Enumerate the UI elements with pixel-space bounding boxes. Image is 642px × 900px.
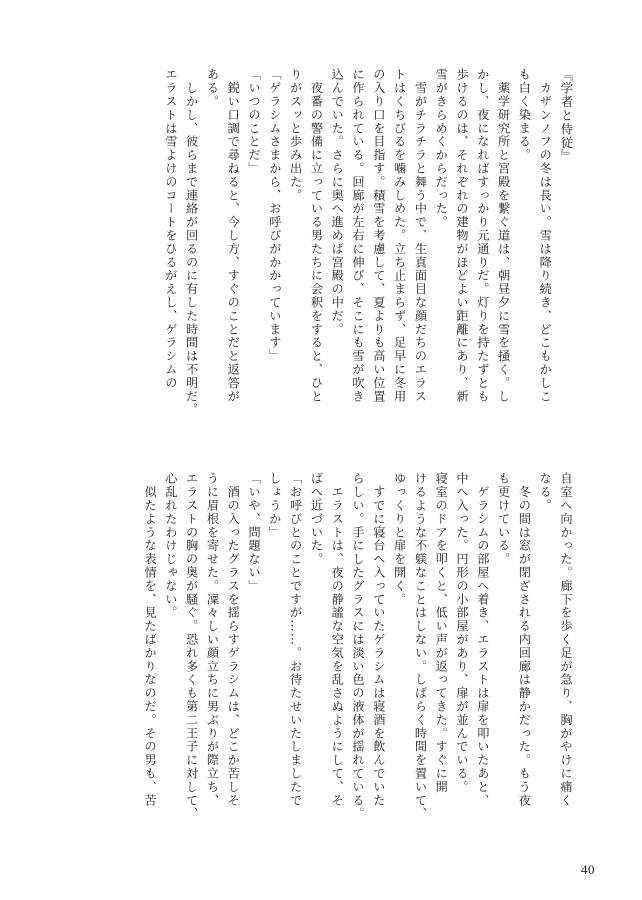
text-line: しかし、彼らまで連絡が回るのに有した時間は不明だ。 [184,68,199,417]
page-number: 40 [581,862,595,877]
text-line: カザンノフの冬は長い。雪は降り続き、どこもかしこ [538,68,553,403]
text-line: 寝室のドアを叩くと、低い声が返ってきた。すぐに開 [434,472,449,794]
text-line: すでに寝台へ入っていたゲラシムは寝酒を飲んでいた [371,472,386,807]
text-line: 「いつのことだ」 [247,68,262,176]
text-line: 歩けるのは、それぞれの建物がほどよい距離にあり、新 [455,68,470,403]
text-line: けるような不躾なことはしない。しばらく時間を置いて、 [413,472,428,821]
text-line: エラストの胸の奥が騒ぐ。恐れ多くも第二王子に対して、 [184,472,199,821]
text-line: 心乱れたわけじゃない。 [163,472,178,620]
text-line: の入り口を目指す。積雪を考慮して、夏よりも高い位置 [371,68,386,403]
text-line: しょうか」 [267,472,282,539]
text-line: 酒の入ったグラスを揺らすゲラシムは、どこか苦しそ [226,472,241,807]
text-line: 雪がチラチラと舞う中で、生真面目な顔だちのエラス [413,68,428,403]
text-line: トはくちびるを噛みしめた。立ち止まらず、足早に冬用 [392,68,407,403]
text-line: 薬学研究所と宮殿を繋ぐ道は、朝昼夕に雪を掻く。し [496,68,511,403]
text-line: 込んでいた。さらに奥へ進めば宮殿の中だ。 [330,68,345,336]
text-line: 「ゲラシムさまから、お呼びがかかっています」 [267,68,282,363]
text-line: なる。 [538,472,553,513]
text-line: ばへ近づいた。 [309,472,324,566]
text-block-top [160,68,576,456]
text-line: りがスッと歩み出た。 [288,68,303,202]
text-line: 「いや、問題ない」 [247,472,262,593]
text-block-bottom [139,472,576,860]
text-line: うに眉根を寄せた。凜々しい顔立ちに男ぶりが際立ち、 [205,472,220,807]
text-line: 中へ入った。円形の小部屋があり、扉が並んでいる。 [455,472,470,794]
text-line: ゆっくりと扉を開く。 [392,472,407,606]
text-line: 鋭い口調で尋ねると、今し方、すぐのことだと返答が [226,68,241,403]
text-line: 雪がきらめくからだった。 [434,68,449,229]
text-line: に作られている。回廊が左右に伸び、そこにも雪が吹き [351,68,366,403]
text-line: 冬の間は窓が閉ざされる内回廊は静かだった。もう夜 [517,472,532,807]
text-line: 似たような表情を、見たばかりなのだ。その男も、苦 [143,472,158,807]
text-line: ゲラシムの部屋へ着き、エラストは扉を叩いたあと、 [475,472,490,807]
text-line: 「お呼びとのことですが……。お待たせいたしましたで [288,472,303,807]
text-line: エラストは雪よけのコートをひるがえし、ゲラシムの [163,68,178,390]
text-line: も白く染まる。 [517,68,532,162]
text-line: ある。 [205,68,220,109]
text-line: 自室へ向かった。廊下を歩く足が急り、胸がやけに痛く [559,472,573,807]
text-line: エラストは、夜の静謐な空気を乱さぬようにして、そ [330,472,345,807]
text-line: も更けている。 [496,472,511,566]
chapter-title: 『学者と侍従』 [559,68,574,164]
text-line: 夜番の警備に立っている男たちに会釈をすると、ひと [309,68,324,403]
text-line: らしい。手にしたグラスには淡い色の液体が揺れている。 [351,472,366,821]
text-line: かし、夜になればすっかり元通りだ。灯りを持たずとも [475,68,490,403]
